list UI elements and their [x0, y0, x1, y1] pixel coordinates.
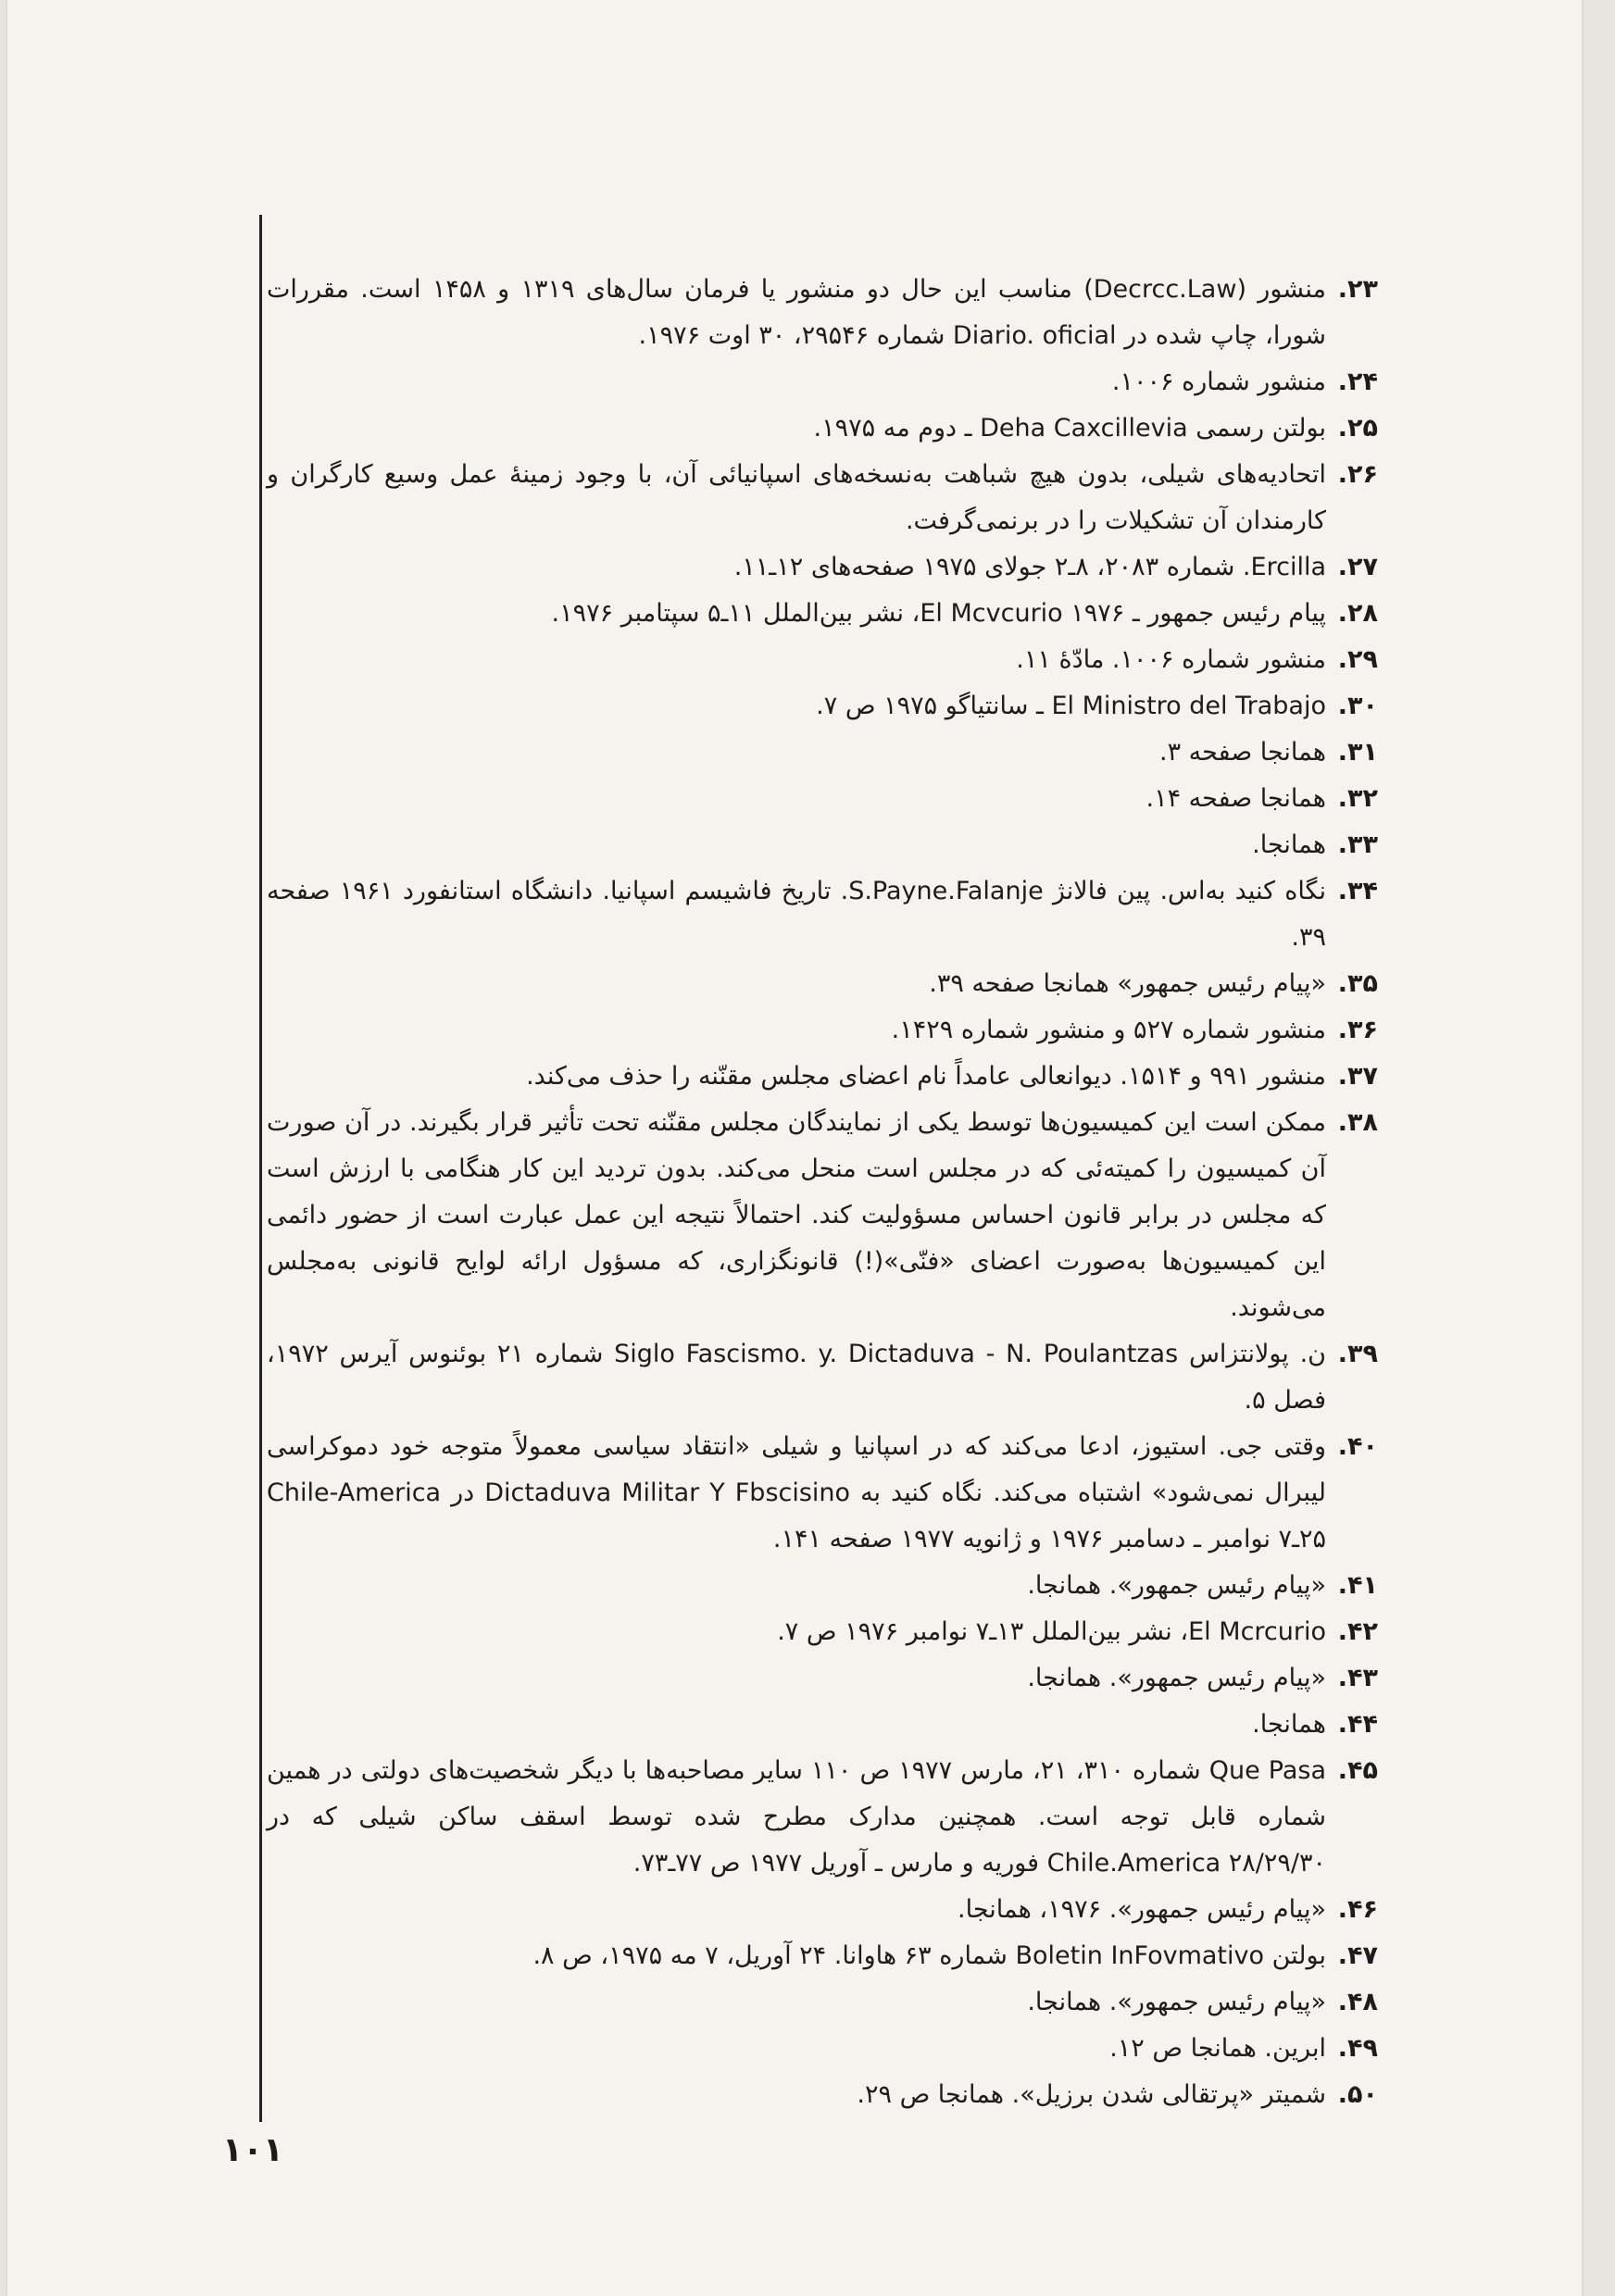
note-text: منشور شماره ۱۰۰۶. — [1111, 368, 1326, 396]
note-text: وقتی جی. استیوز، ادعا می‌کند که در اسپانیا و شیلی «انتقاد سیاسی معمولاً متوجه خود دموکراسی لیبرال نمی‌شود» اشتباه می‌کند. نگاه کنید به Dictaduva Militar Y Fbscisino در Chile-America ۲۵ـ۷ نوامبر ـ دسامبر ۱۹۷۶ و ژانویه ۱۹۷۷ صفحه ۱۴۱. — [267, 1432, 1326, 1554]
endnote-41 — [267, 1563, 1378, 1609]
note-text: ن. پولانتزاس Siglo Fascismo. y. Dictaduva - N. Poulantzas شماره ۲۱ بوئنوس آیرس ۱۹۷۲، فصل ۵. — [267, 1340, 1326, 1415]
note-number: ۳۲. — [1337, 784, 1378, 813]
note-text: «پیام رئیس جمهور» همانجا صفحه ۳۹. — [929, 969, 1326, 998]
endnote-27 — [267, 544, 1378, 591]
note-text: همانجا. — [1252, 830, 1326, 859]
note-number: ۴۶. — [1337, 1895, 1378, 1924]
endnote-26 — [267, 452, 1378, 544]
note-number: ۴۳. — [1337, 1664, 1378, 1692]
note-number: ۲۳. — [1337, 275, 1378, 304]
note-text: همانجا. — [1252, 1710, 1326, 1739]
endnote-32 — [267, 776, 1378, 822]
note-number: ۳۰. — [1337, 692, 1378, 720]
endnote-47 — [267, 1933, 1378, 1979]
note-text: منشور ۹۹۱ و ۱۵۱۴. دیوانعالی عامداً نام اعضای مجلس مقنّنه را حذف می‌کند. — [526, 1062, 1326, 1091]
margin-rule — [259, 215, 262, 2122]
note-number: ۴۴. — [1337, 1710, 1378, 1739]
note-text: شمیتر «پرتقالی شدن برزیل». همانجا ص ۲۹. — [857, 2080, 1326, 2109]
endnote-30 — [267, 683, 1378, 730]
endnote-31 — [267, 730, 1378, 776]
note-text: منشور (Decrcc.Law) مناسب این حال دو منشور یا فرمان سال‌های ۱۳۱۹ و ۱۴۵۸ است. مقررات شورا، چاپ شده در Diario. oficial شماره ۲۹۵۴۶، ۳۰ اوت ۱۹۷۶. — [267, 275, 1326, 350]
note-text: «پیام رئیس جمهور». ۱۹۷۶، همانجا. — [958, 1895, 1326, 1924]
note-number: ۳۱. — [1337, 738, 1378, 767]
note-number: ۴۹. — [1337, 2034, 1378, 2063]
endnote-39 — [267, 1331, 1378, 1424]
note-text: «پیام رئیس جمهور». همانجا. — [1027, 1988, 1326, 2016]
endnote-28 — [267, 591, 1378, 637]
endnote-25 — [267, 406, 1378, 452]
note-number: ۵۰. — [1337, 2080, 1378, 2109]
note-text: نگاه کنید به‌اس. پین فالانژ S.Payne.Falanje. تاریخ فاشیسم اسپانیا. دانشگاه استانفورد ۱۹۶۱ صفحه ۳۹. — [267, 877, 1326, 952]
note-number: ۴۵. — [1337, 1756, 1378, 1785]
note-number: ۳۵. — [1337, 969, 1378, 998]
endnote-23 — [267, 267, 1378, 359]
note-number: ۳۶. — [1337, 1016, 1378, 1044]
note-text: منشور شماره ۱۰۰۶. مادّهٔ ۱۱. — [1016, 645, 1326, 674]
note-text: Ercilla. شماره ۲۰۸۳، ۸ـ۲ جولای ۱۹۷۵ صفحه‌های ۱۲ـ۱۱. — [733, 553, 1326, 581]
endnote-24 — [267, 359, 1378, 406]
note-text: Que Pasa شماره ۳۱۰، ۲۱، مارس ۱۹۷۷ ص ۱۱۰ سایر مصاحبه‌ها با دیگر شخصیت‌های دولتی در همین شماره قابل توجه است. همچنین مدارک مطرح شده توسط اسقف ساکن شیلی که در Chile.America ۲۸/۲۹/۳۰ فوریه و مارس ـ آوریل ۱۹۷۷ ص ۷۷ـ۷۳. — [267, 1756, 1326, 1878]
note-text: همانجا صفحه ۱۴. — [1146, 784, 1326, 813]
note-text: بولتن Boletin InFovmativo شماره ۶۳ هاوانا. ۲۴ آوریل، ۷ مه ۱۹۷۵، ص ۸. — [532, 1941, 1326, 1970]
endnote-45 — [267, 1748, 1378, 1887]
note-number: ۴۸. — [1337, 1988, 1378, 2016]
note-text: El Ministro del Trabajo ـ سانتیاگو ۱۹۷۵ ص ۷. — [816, 692, 1326, 720]
note-number: ۲۴. — [1337, 368, 1378, 396]
note-number: ۲۵. — [1337, 414, 1378, 443]
page-number: ۱۰۱ — [222, 2131, 283, 2169]
endnote-44 — [267, 1702, 1378, 1748]
note-number: ۴۲. — [1337, 1617, 1378, 1646]
note-number: ۳۸. — [1337, 1108, 1378, 1137]
note-number: ۳۴. — [1337, 877, 1378, 905]
endnote-42 — [267, 1609, 1378, 1655]
note-number: ۴۰. — [1337, 1432, 1378, 1461]
note-text: همانجا صفحه ۳. — [1158, 738, 1326, 767]
note-text: منشور شماره ۵۲۷ و منشور شماره ۱۴۲۹. — [891, 1016, 1326, 1044]
book-page — [7, 0, 1582, 2296]
note-number: ۳۳. — [1337, 830, 1378, 859]
note-number: ۴۷. — [1337, 1941, 1378, 1970]
endnote-34 — [267, 868, 1378, 961]
note-number: ۲۸. — [1337, 599, 1378, 628]
endnote-33 — [267, 822, 1378, 868]
endnote-43 — [267, 1655, 1378, 1702]
endnote-29 — [267, 637, 1378, 683]
note-text: پیام رئیس جمهور ـ ۱۹۷۶ El Mcvcurio، نشر بین‌الملل ۱۱ـ۵ سپتامبر ۱۹۷۶. — [551, 599, 1326, 628]
note-text: ابرین. همانجا ص ۱۲. — [1109, 2034, 1326, 2063]
endnote-40 — [267, 1424, 1378, 1563]
note-text: ممکن است این کمیسیون‌ها توسط یکی از نمایندگان مجلس مقنّنه تحت تأثیر قرار بگیرند. در آن صورت آن کمیسیون را کمیته‌ئی که در مجلس است منحل می‌کند. بدون تردید این کار هنگامی با ارزش است که مجلس در برابر قانون احساس مسؤولیت کند. احتمالاً نتیجه این عمل عبارت است از حضور دائمی این کمیسیون‌ها به‌صورت اعضای «فنّی»(!) قانونگزاری، که مسؤول ارائه لوایح قانونی به‌مجلس می‌شوند. — [267, 1108, 1326, 1322]
note-number: ۳۹. — [1337, 1340, 1378, 1368]
endnote-36 — [267, 1007, 1378, 1054]
note-text: بولتن رسمی Deha Caxcillevia ـ دوم مه ۱۹۷۵. — [813, 414, 1326, 443]
note-number: ۲۷. — [1337, 553, 1378, 581]
note-text: El Mcrcurio، نشر بین‌الملل ۱۳ـ۷ نوامبر ۱۹۷۶ ص ۷. — [777, 1617, 1326, 1646]
endnote-35 — [267, 961, 1378, 1007]
note-text: «پیام رئیس جمهور». همانجا. — [1027, 1571, 1326, 1600]
note-number: ۲۶. — [1337, 460, 1378, 489]
note-number: ۲۹. — [1337, 645, 1378, 674]
note-text: «پیام رئیس جمهور». همانجا. — [1027, 1664, 1326, 1692]
endnote-38 — [267, 1100, 1378, 1331]
endnote-50 — [267, 2072, 1378, 2118]
endnote-37 — [267, 1054, 1378, 1100]
endnotes-list — [267, 267, 1378, 2118]
note-number: ۴۱. — [1337, 1571, 1378, 1600]
note-number: ۳۷. — [1337, 1062, 1378, 1091]
endnote-48 — [267, 1979, 1378, 2026]
endnote-49 — [267, 2026, 1378, 2072]
note-text: اتحادیه‌های شیلی، بدون هیچ شباهت به‌نسخه‌های اسپانیائی آن، با وجود زمینهٔ عمل وسیع کارگران و کارمندان آن تشکیلات را در برنمی‌گرفت. — [267, 460, 1326, 535]
endnote-46 — [267, 1887, 1378, 1933]
